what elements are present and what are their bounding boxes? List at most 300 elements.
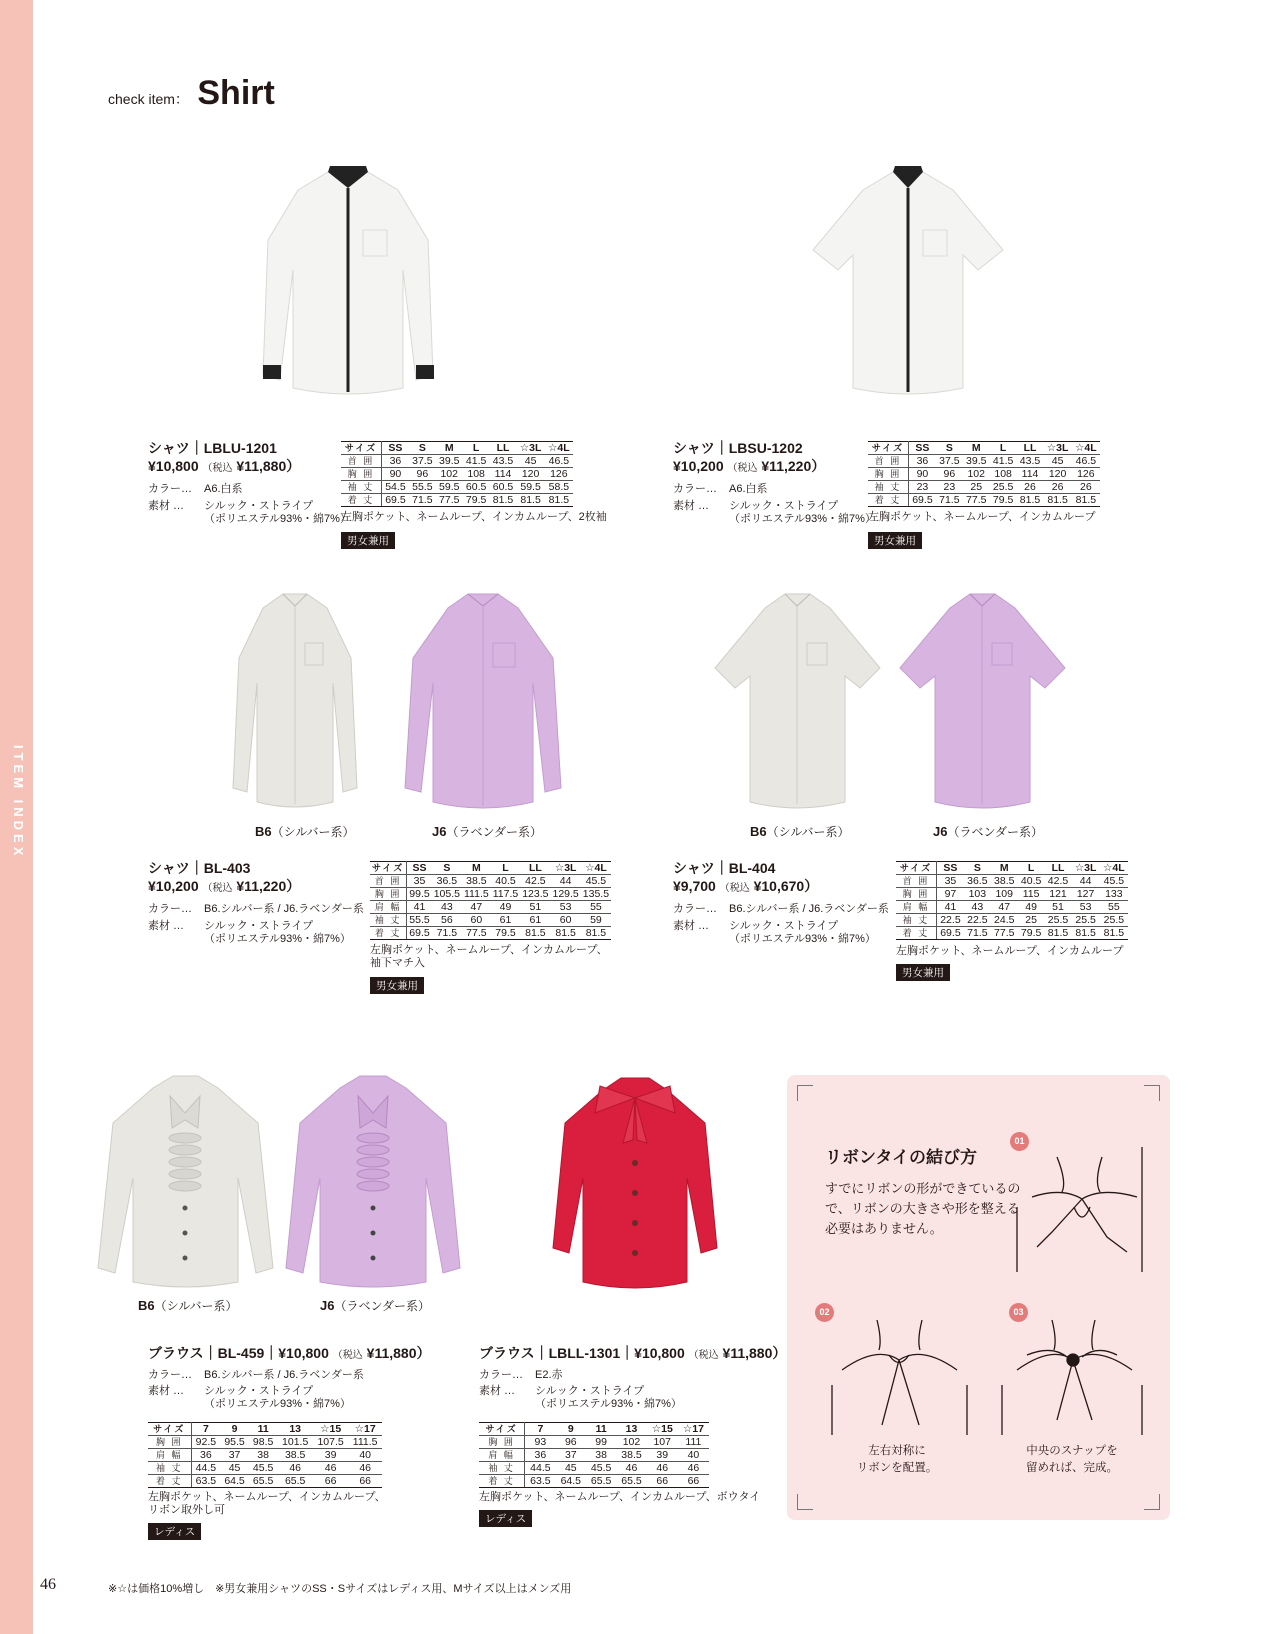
size-row [896, 914, 1128, 927]
size-cell: ☆4L [1100, 862, 1128, 875]
size-cell: 56 [432, 914, 462, 927]
size-cell: 65.5 [277, 1475, 312, 1488]
size-cell: 117.5 [492, 888, 519, 900]
size-cell: 49 [491, 901, 521, 914]
size-cell: 51 [1045, 901, 1072, 914]
size-cell: 40 [678, 1449, 709, 1462]
unisex-tag: 男女兼用 [896, 964, 950, 981]
size-cell: 90 [908, 468, 935, 481]
size-cell: 102 [436, 468, 463, 481]
size-row-label: 袖 丈 [341, 481, 381, 494]
size-cell: 66 [348, 1475, 382, 1488]
swatch-bl-403-b6: B6（シルバー系） [255, 824, 355, 839]
swatch-bl-404-b6: B6（シルバー系） [750, 824, 850, 839]
size-cell: S [432, 862, 462, 875]
size-cell: S [409, 442, 436, 455]
size-cell: 44.5 [525, 1462, 556, 1475]
size-cell: 102 [616, 1436, 646, 1449]
size-header-row [896, 862, 1128, 875]
size-cell: 66 [313, 1475, 348, 1488]
size-row-label: 胸 囲 [479, 1436, 525, 1449]
size-cell: 92.5 [191, 1436, 220, 1449]
size-row [896, 875, 1128, 888]
size-cell: 103 [964, 888, 991, 901]
size-cell: 39 [647, 1449, 678, 1462]
size-table-lbsu-1202 [868, 441, 1100, 507]
size-row [868, 494, 1100, 507]
size-cell: 71.5 [409, 494, 436, 507]
size-table-bl-404 [896, 861, 1128, 940]
size-cell: 108 [463, 468, 490, 481]
size-cell: LL [1045, 862, 1072, 875]
size-cell: 90 [381, 468, 408, 481]
size-cell: 109 [991, 888, 1018, 901]
size-cell: 95.5 [220, 1436, 249, 1449]
size-row [370, 927, 611, 940]
size-cell: LL [1017, 442, 1044, 455]
size-cell: 53 [551, 901, 581, 914]
size-cell: 107.5 [313, 1436, 348, 1449]
size-cell: 25 [1018, 914, 1045, 927]
size-cell: 129.5 [552, 888, 579, 900]
size-cell: 60.5 [463, 481, 490, 494]
size-cell: M [991, 862, 1018, 875]
size-cell: 36 [908, 455, 935, 468]
size-row [341, 481, 573, 494]
size-cell: 81.5 [516, 494, 544, 507]
size-cell: 108 [990, 468, 1017, 481]
size-cell: 81.5 [1045, 927, 1072, 940]
size-cell: 60 [551, 914, 581, 927]
size-cell: 60 [462, 914, 491, 927]
photo-bl-404-lavender [890, 588, 1075, 813]
size-cell: 41.5 [990, 455, 1017, 468]
size-cell: 45 [556, 1462, 586, 1475]
size-row-label: サイズ [148, 1423, 191, 1436]
size-row-label: 胸 囲 [341, 468, 381, 481]
size-cell: 61 [491, 914, 521, 927]
size-cell: 25 [963, 481, 990, 494]
product-lbll-1301 [479, 1345, 786, 1412]
size-cell: 44.5 [191, 1462, 220, 1475]
size-row-label: 着 丈 [370, 927, 407, 940]
size-row-label: 胸 囲 [370, 888, 407, 901]
ribbon-title: リボンタイの結び方 [825, 1148, 977, 1167]
size-cell: 64.5 [556, 1475, 586, 1488]
size-cell: 46 [678, 1462, 709, 1475]
size-cell: 46 [348, 1462, 382, 1475]
size-row-label: サイズ [896, 862, 936, 875]
size-cell: LL [490, 442, 517, 455]
size-row-label: 首 囲 [341, 455, 381, 468]
size-cell: ☆3L [1071, 862, 1099, 875]
size-row-label: 袖 丈 [896, 914, 936, 927]
swatch-bl-403-j6: J6（ラベンダー系） [432, 824, 542, 839]
size-row-label: 袖 丈 [148, 1462, 191, 1475]
size-cell: 59.5 [436, 481, 463, 494]
ladies-tag: レディス [479, 1510, 532, 1527]
page-header [108, 74, 275, 113]
product-material: 素材 … シルック・ストライプ （ポリエステル93%・綿7%） [479, 1385, 682, 1411]
size-cell: 38.5 [991, 875, 1018, 888]
size-row-label: 着 丈 [479, 1475, 525, 1488]
size-header-row [370, 862, 611, 875]
size-cell: 38 [586, 1449, 616, 1462]
size-cell: S [936, 442, 963, 455]
size-cell: 65.5 [586, 1475, 616, 1488]
size-cell: 120 [1043, 468, 1071, 481]
size-cell: 7 [525, 1423, 556, 1436]
size-cell: 39.5 [436, 455, 463, 468]
size-cell: 9 [220, 1423, 249, 1436]
size-cell: 65.5 [249, 1475, 278, 1488]
product-lbsu-1202 [673, 440, 876, 526]
size-cell: 81.5 [545, 494, 573, 507]
size-cell: 54.5 [381, 481, 408, 494]
size-cell: 38.5 [616, 1449, 646, 1462]
size-cell: 126 [545, 468, 573, 481]
size-row-label: 着 丈 [148, 1475, 191, 1488]
size-cell: 81.5 [551, 927, 581, 940]
header-prefix: check item： [108, 91, 189, 107]
size-cell: 81.5 [490, 494, 517, 507]
size-header-row [479, 1423, 709, 1436]
size-cell: 44 [551, 875, 581, 888]
size-cell: SS [381, 442, 408, 455]
size-row [370, 901, 611, 914]
size-cell: 46.5 [1072, 455, 1100, 468]
size-row [148, 1475, 382, 1488]
size-cell: 36.5 [964, 875, 991, 888]
product-lblu-1201 [148, 440, 351, 526]
size-cell: M [436, 442, 463, 455]
size-cell: 37.5 [936, 455, 963, 468]
size-cell: 55 [581, 901, 611, 914]
ladies-tag: レディス [148, 1523, 201, 1540]
size-cell: 114 [490, 468, 517, 481]
size-cell: 61 [520, 914, 550, 927]
size-cell: 58.5 [545, 481, 573, 494]
size-cell: 126 [1072, 468, 1100, 481]
size-cell: 43.5 [1017, 455, 1044, 468]
size-cell: 13 [616, 1423, 646, 1436]
size-table-bl-459 [148, 1422, 382, 1488]
product-name: シャツ｜LBSU-1202 [673, 440, 803, 456]
product-name: シャツ｜BL-404 [673, 860, 776, 876]
size-cell: 81.5 [1043, 494, 1071, 507]
size-cell: 96 [556, 1436, 586, 1449]
size-row [148, 1449, 382, 1462]
size-cell: 123.5 [522, 888, 549, 900]
size-cell: 53 [1071, 901, 1099, 914]
size-cell: 79.5 [1018, 927, 1045, 940]
size-cell: 81.5 [1072, 494, 1100, 507]
features-lbsu-1202: 左胸ポケット、ネームループ、インカムループ [868, 511, 1096, 523]
size-cell: 36.5 [432, 875, 462, 888]
size-cell: 77.5 [462, 927, 491, 940]
size-cell: M [462, 862, 491, 875]
size-cell: 45 [516, 455, 544, 468]
size-cell: 98.5 [249, 1436, 278, 1449]
size-cell: 25.5 [1100, 914, 1128, 927]
size-header-row [148, 1423, 382, 1436]
unisex-tag: 男女兼用 [370, 977, 424, 994]
size-cell: 99 [586, 1436, 616, 1449]
size-cell: 45.5 [586, 1462, 616, 1475]
step-02-caption: 左右対称に リボンを配置。 [856, 1445, 938, 1475]
size-cell: 71.5 [964, 927, 991, 940]
size-row-label: 肩 幅 [479, 1449, 525, 1462]
size-row-label: 袖 丈 [868, 481, 908, 494]
size-cell: 22.5 [964, 914, 991, 927]
photo-lbll-1301-red [545, 1068, 725, 1293]
ribbon-description: すでにリボンの形ができているので、リボンの大きさや形を整える必要はありません。 [825, 1181, 1021, 1237]
photo-bl-459-lavender [278, 1068, 468, 1293]
size-cell: 40.5 [1018, 875, 1045, 888]
size-cell: 120 [516, 468, 544, 481]
size-cell: 43.5 [490, 455, 517, 468]
product-color: カラー… A6.白系 [148, 483, 243, 495]
size-cell: SS [936, 862, 963, 875]
product-price: ¥9,700 （税込 ¥10,670） [673, 877, 819, 894]
size-row-label: 肩 幅 [148, 1449, 191, 1462]
product-bl-404 [673, 860, 889, 946]
size-cell: 25.5 [990, 481, 1017, 494]
size-cell: 37 [556, 1449, 586, 1462]
size-cell: 81.5 [581, 927, 611, 940]
unisex-tag: 男女兼用 [341, 532, 395, 549]
ribbon-tie-guide [787, 1075, 1170, 1520]
size-cell: ☆3L [551, 862, 581, 875]
size-row-label: 胸 囲 [868, 468, 908, 481]
size-cell: ☆15 [647, 1423, 678, 1436]
size-cell: 63.5 [191, 1475, 220, 1488]
size-row [370, 914, 611, 927]
size-cell: ☆4L [545, 442, 573, 455]
size-cell: L [990, 442, 1017, 455]
photo-bl-403-silver [225, 588, 365, 813]
size-row [868, 481, 1100, 494]
size-cell: 46 [277, 1462, 312, 1475]
photo-bl-404-silver [705, 588, 890, 813]
size-cell: 23 [908, 481, 935, 494]
size-cell: 13 [277, 1423, 312, 1436]
size-cell: 47 [991, 901, 1018, 914]
size-cell: 35 [407, 875, 432, 888]
size-row-label: 袖 丈 [370, 914, 407, 927]
size-cell: 37 [220, 1449, 249, 1462]
size-cell: 133 [1100, 888, 1128, 901]
size-cell: S [964, 862, 991, 875]
size-row [479, 1436, 709, 1449]
size-row-label: サイズ [479, 1423, 525, 1436]
swatch-bl-459-b6: B6（シルバー系） [138, 1298, 238, 1313]
size-cell: 36 [381, 455, 408, 468]
size-cell: 43 [964, 901, 991, 914]
product-color: カラー… B6.シルバー系 / J6.ラベンダー系 [148, 1368, 364, 1381]
size-cell: 96 [936, 468, 963, 481]
size-cell: 79.5 [990, 494, 1017, 507]
size-cell: 65.5 [616, 1475, 646, 1488]
product-color: カラー… B6.シルバー系 / J6.ラベンダー系 [148, 903, 364, 915]
size-cell: 64.5 [220, 1475, 249, 1488]
footnote: ※☆は価格10%増し ※男女兼用シャツのSS・Sサイズはレディス用、Mサイズ以上はメンズ用 [108, 1583, 572, 1595]
product-material: 素材 … シルック・ストライプ （ポリエステル93%・綿7%） [148, 919, 351, 945]
unisex-tag: 男女兼用 [868, 532, 922, 549]
product-bl-403 [148, 860, 364, 946]
size-cell: 40 [348, 1449, 382, 1462]
size-cell: M [963, 442, 990, 455]
features-bl-459: 左胸ポケット、ネームループ、インカムループ、 リボン取外し可 [148, 1491, 386, 1517]
size-row [868, 468, 1100, 481]
size-cell: 25.5 [1071, 914, 1099, 927]
corner-mark [797, 1494, 813, 1510]
size-cell: 46 [616, 1462, 646, 1475]
size-cell: 47 [462, 901, 491, 914]
size-cell: 79.5 [491, 927, 521, 940]
size-cell: 55 [1100, 901, 1128, 914]
size-cell: 45.5 [581, 875, 611, 888]
size-row [370, 875, 611, 888]
size-cell: 40.5 [491, 875, 521, 888]
size-row [896, 927, 1128, 940]
size-row [896, 888, 1128, 901]
size-cell: 69.5 [381, 494, 408, 507]
size-row-label: 肩 幅 [896, 901, 936, 914]
size-cell: 38 [249, 1449, 278, 1462]
size-table-lblu-1201 [341, 441, 573, 507]
size-cell: 35 [936, 875, 963, 888]
step-02-illustration [827, 1315, 972, 1435]
product-material: 素材 … シルック・ストライプ （ポリエステル93%・綿7%） [148, 1385, 351, 1411]
size-cell: 81.5 [1100, 927, 1128, 940]
photo-lblu-1201 [228, 160, 468, 400]
size-cell: 66 [647, 1475, 678, 1488]
size-cell: 121 [1045, 888, 1072, 901]
size-cell: 97 [936, 888, 963, 901]
size-cell: 81.5 [1071, 927, 1099, 940]
size-row [341, 455, 573, 468]
size-cell: 45 [220, 1462, 249, 1475]
size-cell: 41.5 [463, 455, 490, 468]
size-row [896, 901, 1128, 914]
step-badge-01: 01 [1010, 1132, 1029, 1151]
size-cell: 46.5 [545, 455, 573, 468]
size-cell: ☆17 [678, 1423, 709, 1436]
size-row-label: 胸 囲 [896, 888, 936, 901]
size-cell: 44 [1071, 875, 1099, 888]
size-cell: 111.5 [348, 1436, 382, 1449]
size-cell: 59.5 [516, 481, 544, 494]
size-cell: 38.5 [462, 875, 491, 888]
product-price: ¥10,200 （税込 ¥11,220） [673, 457, 826, 474]
size-row [341, 494, 573, 507]
size-cell: 71.5 [432, 927, 462, 940]
size-row-label: 着 丈 [341, 494, 381, 507]
size-cell: 69.5 [908, 494, 935, 507]
size-row-label: 首 囲 [868, 455, 908, 468]
size-cell: 26 [1072, 481, 1100, 494]
size-cell: 42.5 [1045, 875, 1072, 888]
step-01-illustration [1012, 1137, 1152, 1272]
size-row-label: サイズ [868, 442, 908, 455]
swatch-bl-459-j6: J6（ラベンダー系） [320, 1298, 430, 1313]
size-row-label: 胸 囲 [148, 1436, 191, 1449]
size-cell: ☆3L [1043, 442, 1071, 455]
size-row [479, 1462, 709, 1475]
size-cell: 37.5 [409, 455, 436, 468]
product-color: カラー… E2.赤 [479, 1368, 563, 1381]
photo-lbsu-1202 [808, 160, 1008, 400]
corner-mark [1144, 1494, 1160, 1510]
size-cell: 135.5 [582, 888, 610, 900]
corner-mark [797, 1085, 813, 1101]
size-header-row [868, 442, 1100, 455]
photo-bl-459-silver [88, 1068, 283, 1293]
size-row [148, 1436, 382, 1449]
size-cell: 127 [1071, 888, 1099, 901]
size-cell: SS [908, 442, 935, 455]
size-cell: 46 [313, 1462, 348, 1475]
swatch-bl-404-j6: J6（ラベンダー系） [933, 824, 1043, 839]
size-cell: 23 [936, 481, 963, 494]
size-cell: 7 [191, 1423, 220, 1436]
size-cell: 49 [1018, 901, 1045, 914]
size-cell: ☆3L [516, 442, 544, 455]
size-cell: 22.5 [936, 914, 963, 927]
size-cell: 111 [678, 1436, 709, 1449]
page-title: Shirt [197, 74, 275, 112]
size-row [479, 1449, 709, 1462]
size-cell: 26 [1043, 481, 1071, 494]
step-03-illustration [997, 1315, 1147, 1435]
size-cell: 66 [678, 1475, 709, 1488]
corner-mark [1144, 1085, 1160, 1101]
size-cell: 46 [647, 1462, 678, 1475]
product-name: シャツ｜LBLU-1201 [148, 440, 277, 456]
size-cell: 71.5 [936, 494, 963, 507]
product-color: カラー… A6.白系 [673, 483, 768, 495]
size-cell: 69.5 [407, 927, 432, 940]
size-row-label: サイズ [370, 862, 407, 875]
size-cell: ☆17 [348, 1423, 382, 1436]
size-cell: 25.5 [1045, 914, 1072, 927]
size-cell: 115 [1018, 888, 1045, 901]
size-row-label: 首 囲 [370, 875, 407, 888]
size-cell: 42.5 [520, 875, 550, 888]
size-cell: 39.5 [963, 455, 990, 468]
size-cell: 107 [647, 1436, 678, 1449]
size-row-label: 肩 幅 [370, 901, 407, 914]
size-cell: 41 [407, 901, 432, 914]
size-cell: 39 [313, 1449, 348, 1462]
size-cell: 81.5 [520, 927, 550, 940]
product-price: ¥10,200 （税込 ¥11,220） [148, 877, 301, 894]
size-cell: 105.5 [433, 888, 460, 900]
size-cell: ☆4L [1072, 442, 1100, 455]
product-color: カラー… B6.シルバー系 / J6.ラベンダー系 [673, 903, 889, 915]
size-cell: 45.5 [1100, 875, 1128, 888]
size-cell: 81.5 [1017, 494, 1044, 507]
size-cell: 45.5 [249, 1462, 278, 1475]
size-cell: 96 [409, 468, 436, 481]
size-cell: 69.5 [936, 927, 963, 940]
features-lbll-1301: 左胸ポケット、ネームループ、インカムループ、ボウタイ [479, 1491, 761, 1503]
size-row [370, 888, 611, 901]
size-row-label: 着 丈 [868, 494, 908, 507]
size-cell: 93 [525, 1436, 556, 1449]
page-number: 46 [40, 1576, 56, 1593]
